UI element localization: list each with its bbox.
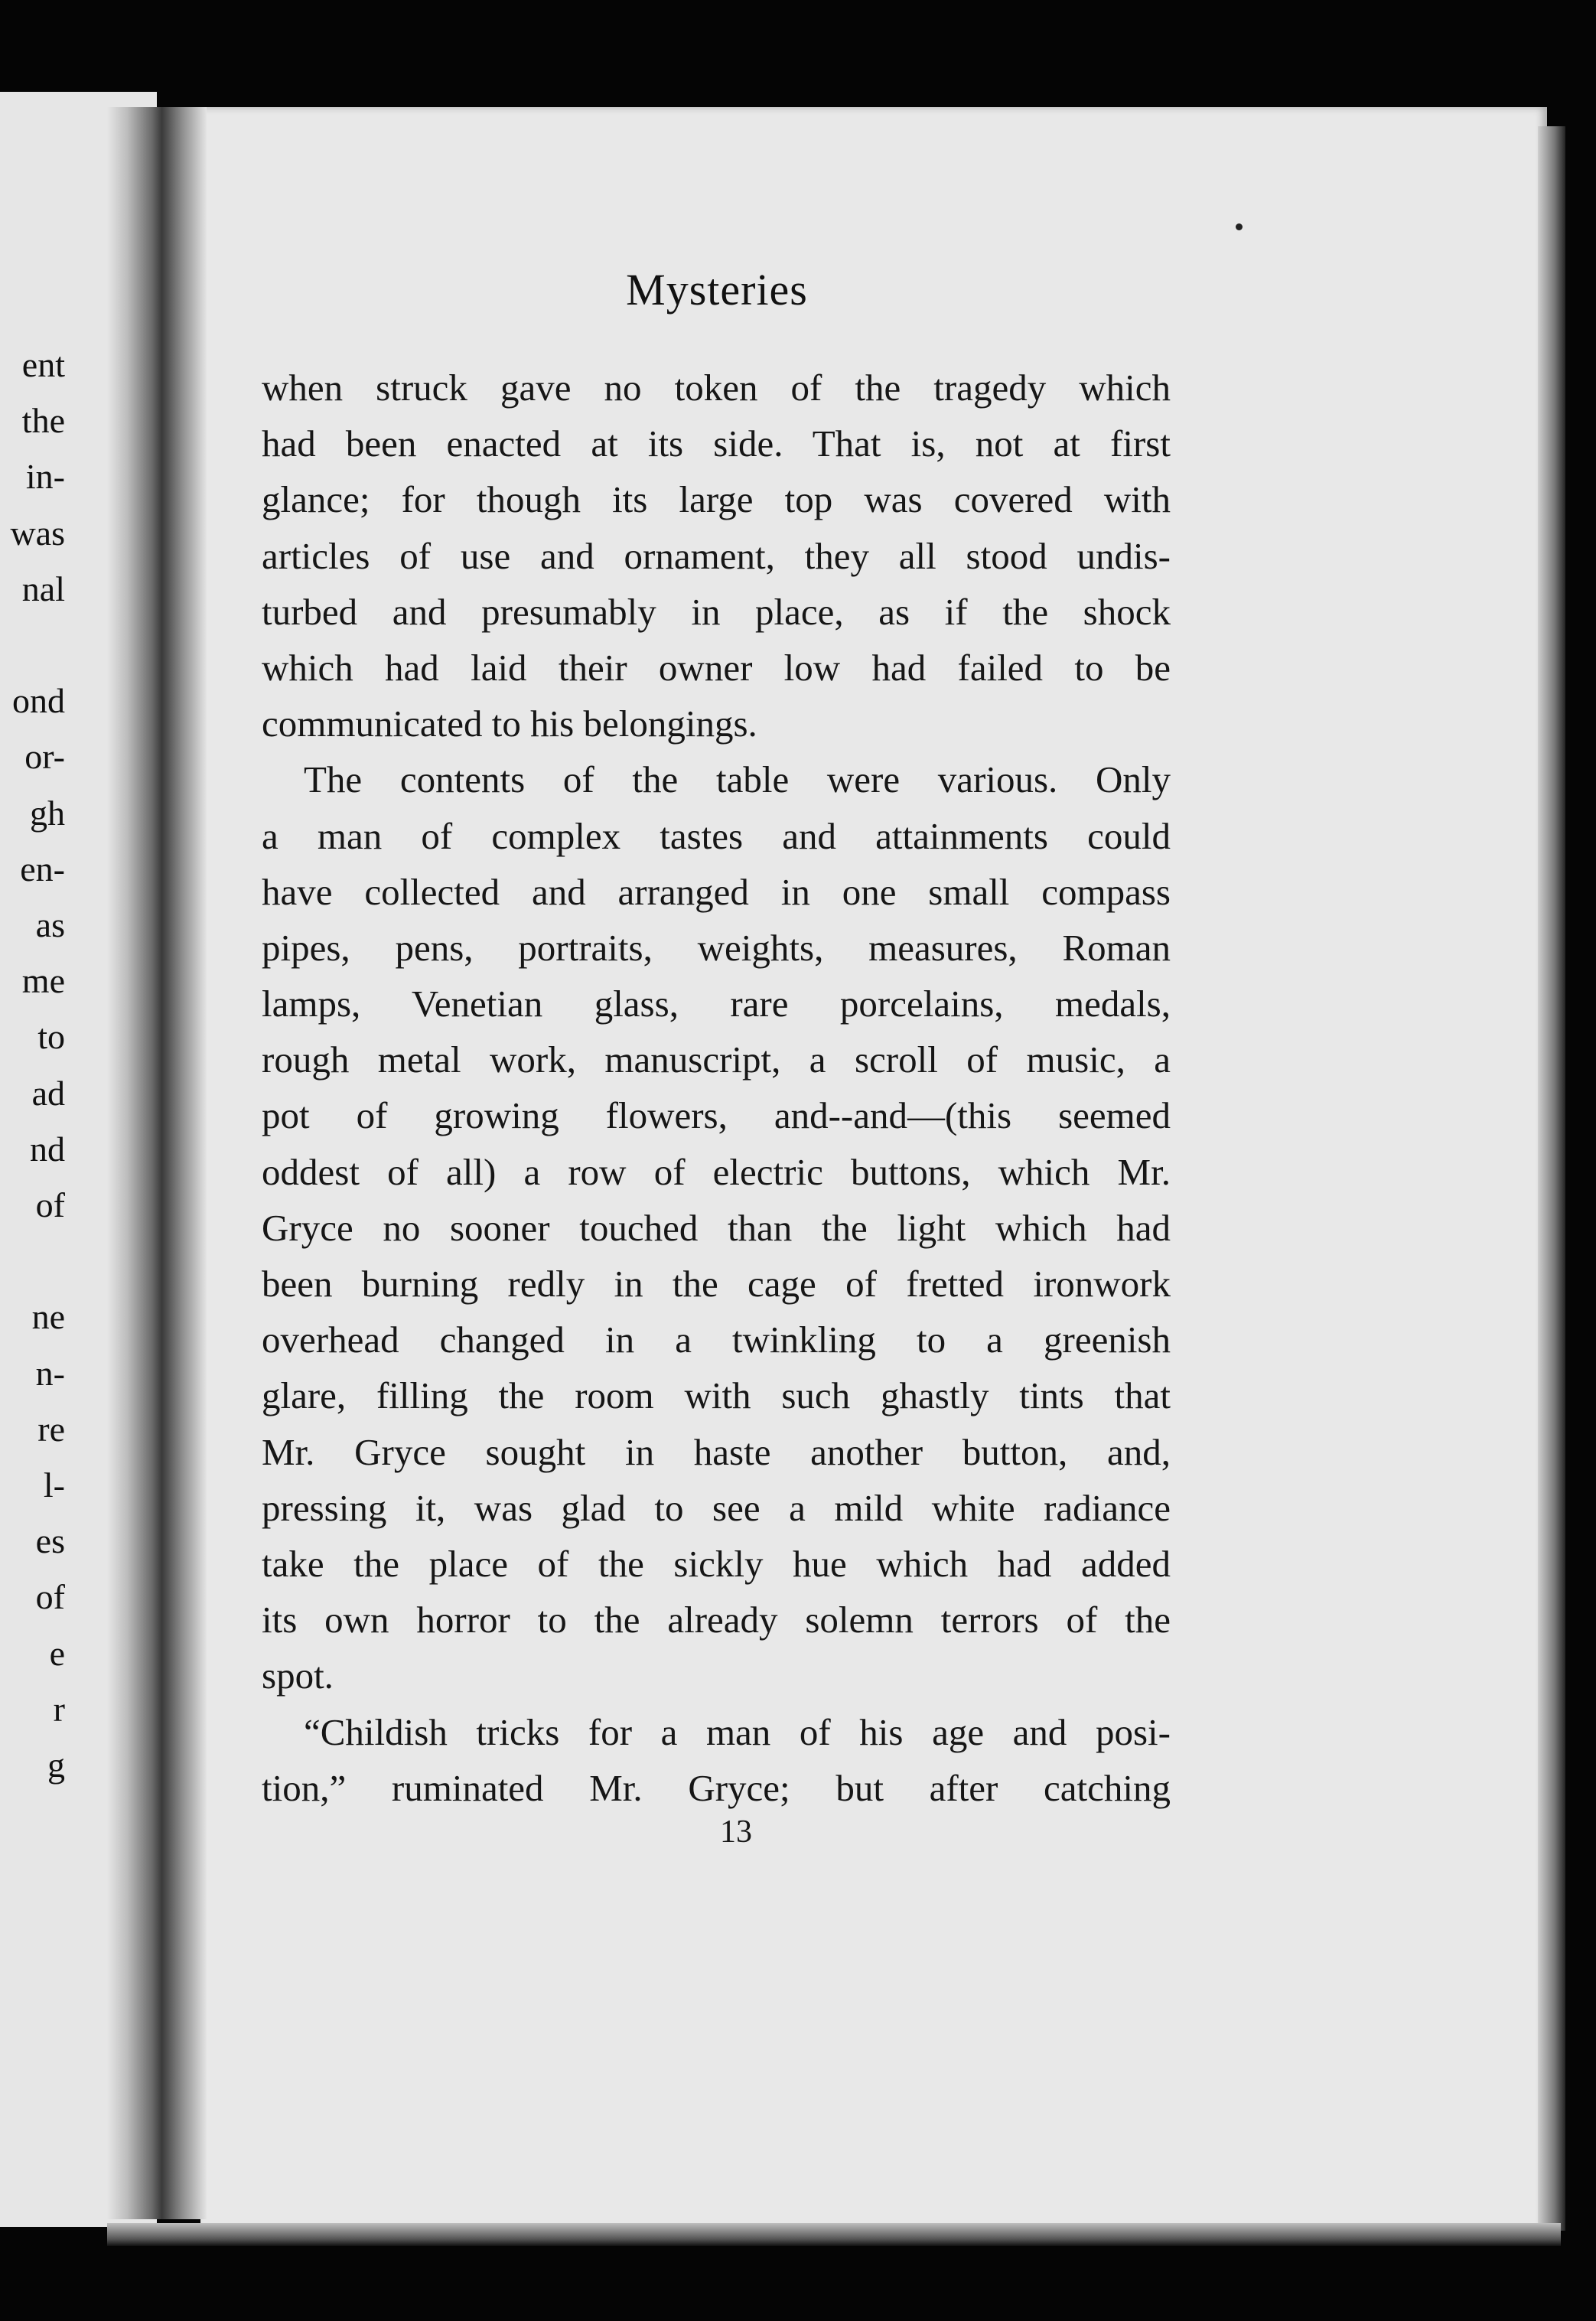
- text-line: had been enacted at its side. That is, not at first: [262, 422, 1171, 465]
- text-line: been burning redly in the cage of fretted ironwork: [262, 1263, 1171, 1305]
- left-page-fragment: gh: [30, 793, 65, 833]
- text-line: pot of growing flowers, and--and—(this seemed: [262, 1094, 1171, 1137]
- left-page-fragment: was: [10, 513, 65, 553]
- left-page-fragment: nd: [30, 1129, 65, 1169]
- left-page-fragment: e: [49, 1633, 65, 1673]
- page-right-edge: [1538, 126, 1565, 2231]
- text-line: tion,” ruminated Mr. Gryce; but after catching: [262, 1766, 1171, 1809]
- left-page-fragment: ond: [12, 681, 65, 721]
- left-page-fragment: me: [21, 961, 65, 1001]
- page-number: 13: [720, 1814, 752, 1850]
- page-bottom-edge: [107, 2223, 1561, 2246]
- running-head: Mysteries: [626, 265, 808, 315]
- left-page-fragment: of: [35, 1185, 65, 1224]
- left-page-fragment: ad: [31, 1073, 65, 1113]
- body-text: [262, 360, 1171, 1816]
- left-page-fragment: n-: [35, 1353, 65, 1393]
- text-line: have collected and arranged in one small compass: [262, 870, 1171, 913]
- left-page-fragment: re: [37, 1409, 65, 1449]
- text-line: oddest of all) a row of electric buttons, which Mr.: [262, 1150, 1171, 1193]
- text-line: which had laid their owner low had failed to be: [262, 646, 1171, 689]
- text-line: turbed and presumably in place, as if the shock: [262, 590, 1171, 633]
- left-page-fragment: l-: [43, 1465, 65, 1504]
- text-line: a man of complex tastes and attainments could: [262, 814, 1171, 857]
- left-page-fragment: en-: [20, 849, 65, 888]
- book-gutter-shadow: [107, 107, 207, 2219]
- text-line: articles of use and ornament, they all stood undis-: [262, 534, 1171, 577]
- left-page-fragment: or-: [24, 737, 65, 777]
- text-line: pipes, pens, portraits, weights, measures, Roman: [262, 926, 1171, 969]
- text-line: “Childish tricks for a man of his age and posi-: [304, 1710, 1171, 1753]
- text-line: its own horror to the already solemn terrors of the: [262, 1599, 1171, 1641]
- left-page-fragment: to: [37, 1017, 65, 1057]
- left-page-fragment: es: [35, 1521, 65, 1561]
- left-page-fragment: the: [21, 401, 65, 441]
- text-line: Mr. Gryce sought in haste another button, and,: [262, 1430, 1171, 1473]
- ink-speck: [1236, 223, 1243, 230]
- text-line: pressing it, was glad to see a mild white radiance: [262, 1486, 1171, 1529]
- text-line: Gryce no sooner touched than the light which had: [262, 1206, 1171, 1249]
- left-page-fragment: ne: [31, 1297, 65, 1337]
- text-line: spot.: [262, 1654, 334, 1697]
- text-line: The contents of the table were various. Only: [304, 758, 1171, 801]
- text-line: glare, filling the room with such ghastly tints that: [262, 1374, 1171, 1417]
- text-line: glance; for though its large top was covered with: [262, 478, 1171, 521]
- left-page-fragment: as: [35, 905, 65, 944]
- left-page-fragment: nal: [21, 569, 65, 608]
- text-line: rough metal work, manuscript, a scroll of music, a: [262, 1038, 1171, 1081]
- text-line: overhead changed in a twinkling to a greenish: [262, 1319, 1171, 1361]
- left-page-fragment: g: [47, 1746, 65, 1785]
- left-page-fragment: r: [53, 1689, 65, 1729]
- left-page-fragment: in-: [25, 457, 65, 497]
- text-line: when struck gave no token of the tragedy which: [262, 367, 1171, 409]
- text-line: lamps, Venetian glass, rare porcelains, medals,: [262, 983, 1171, 1025]
- left-page-fragment: ent: [21, 345, 65, 384]
- text-line: communicated to his belongings.: [262, 702, 757, 745]
- left-page-fragment: of: [35, 1577, 65, 1617]
- text-line: take the place of the sickly hue which had added: [262, 1542, 1171, 1585]
